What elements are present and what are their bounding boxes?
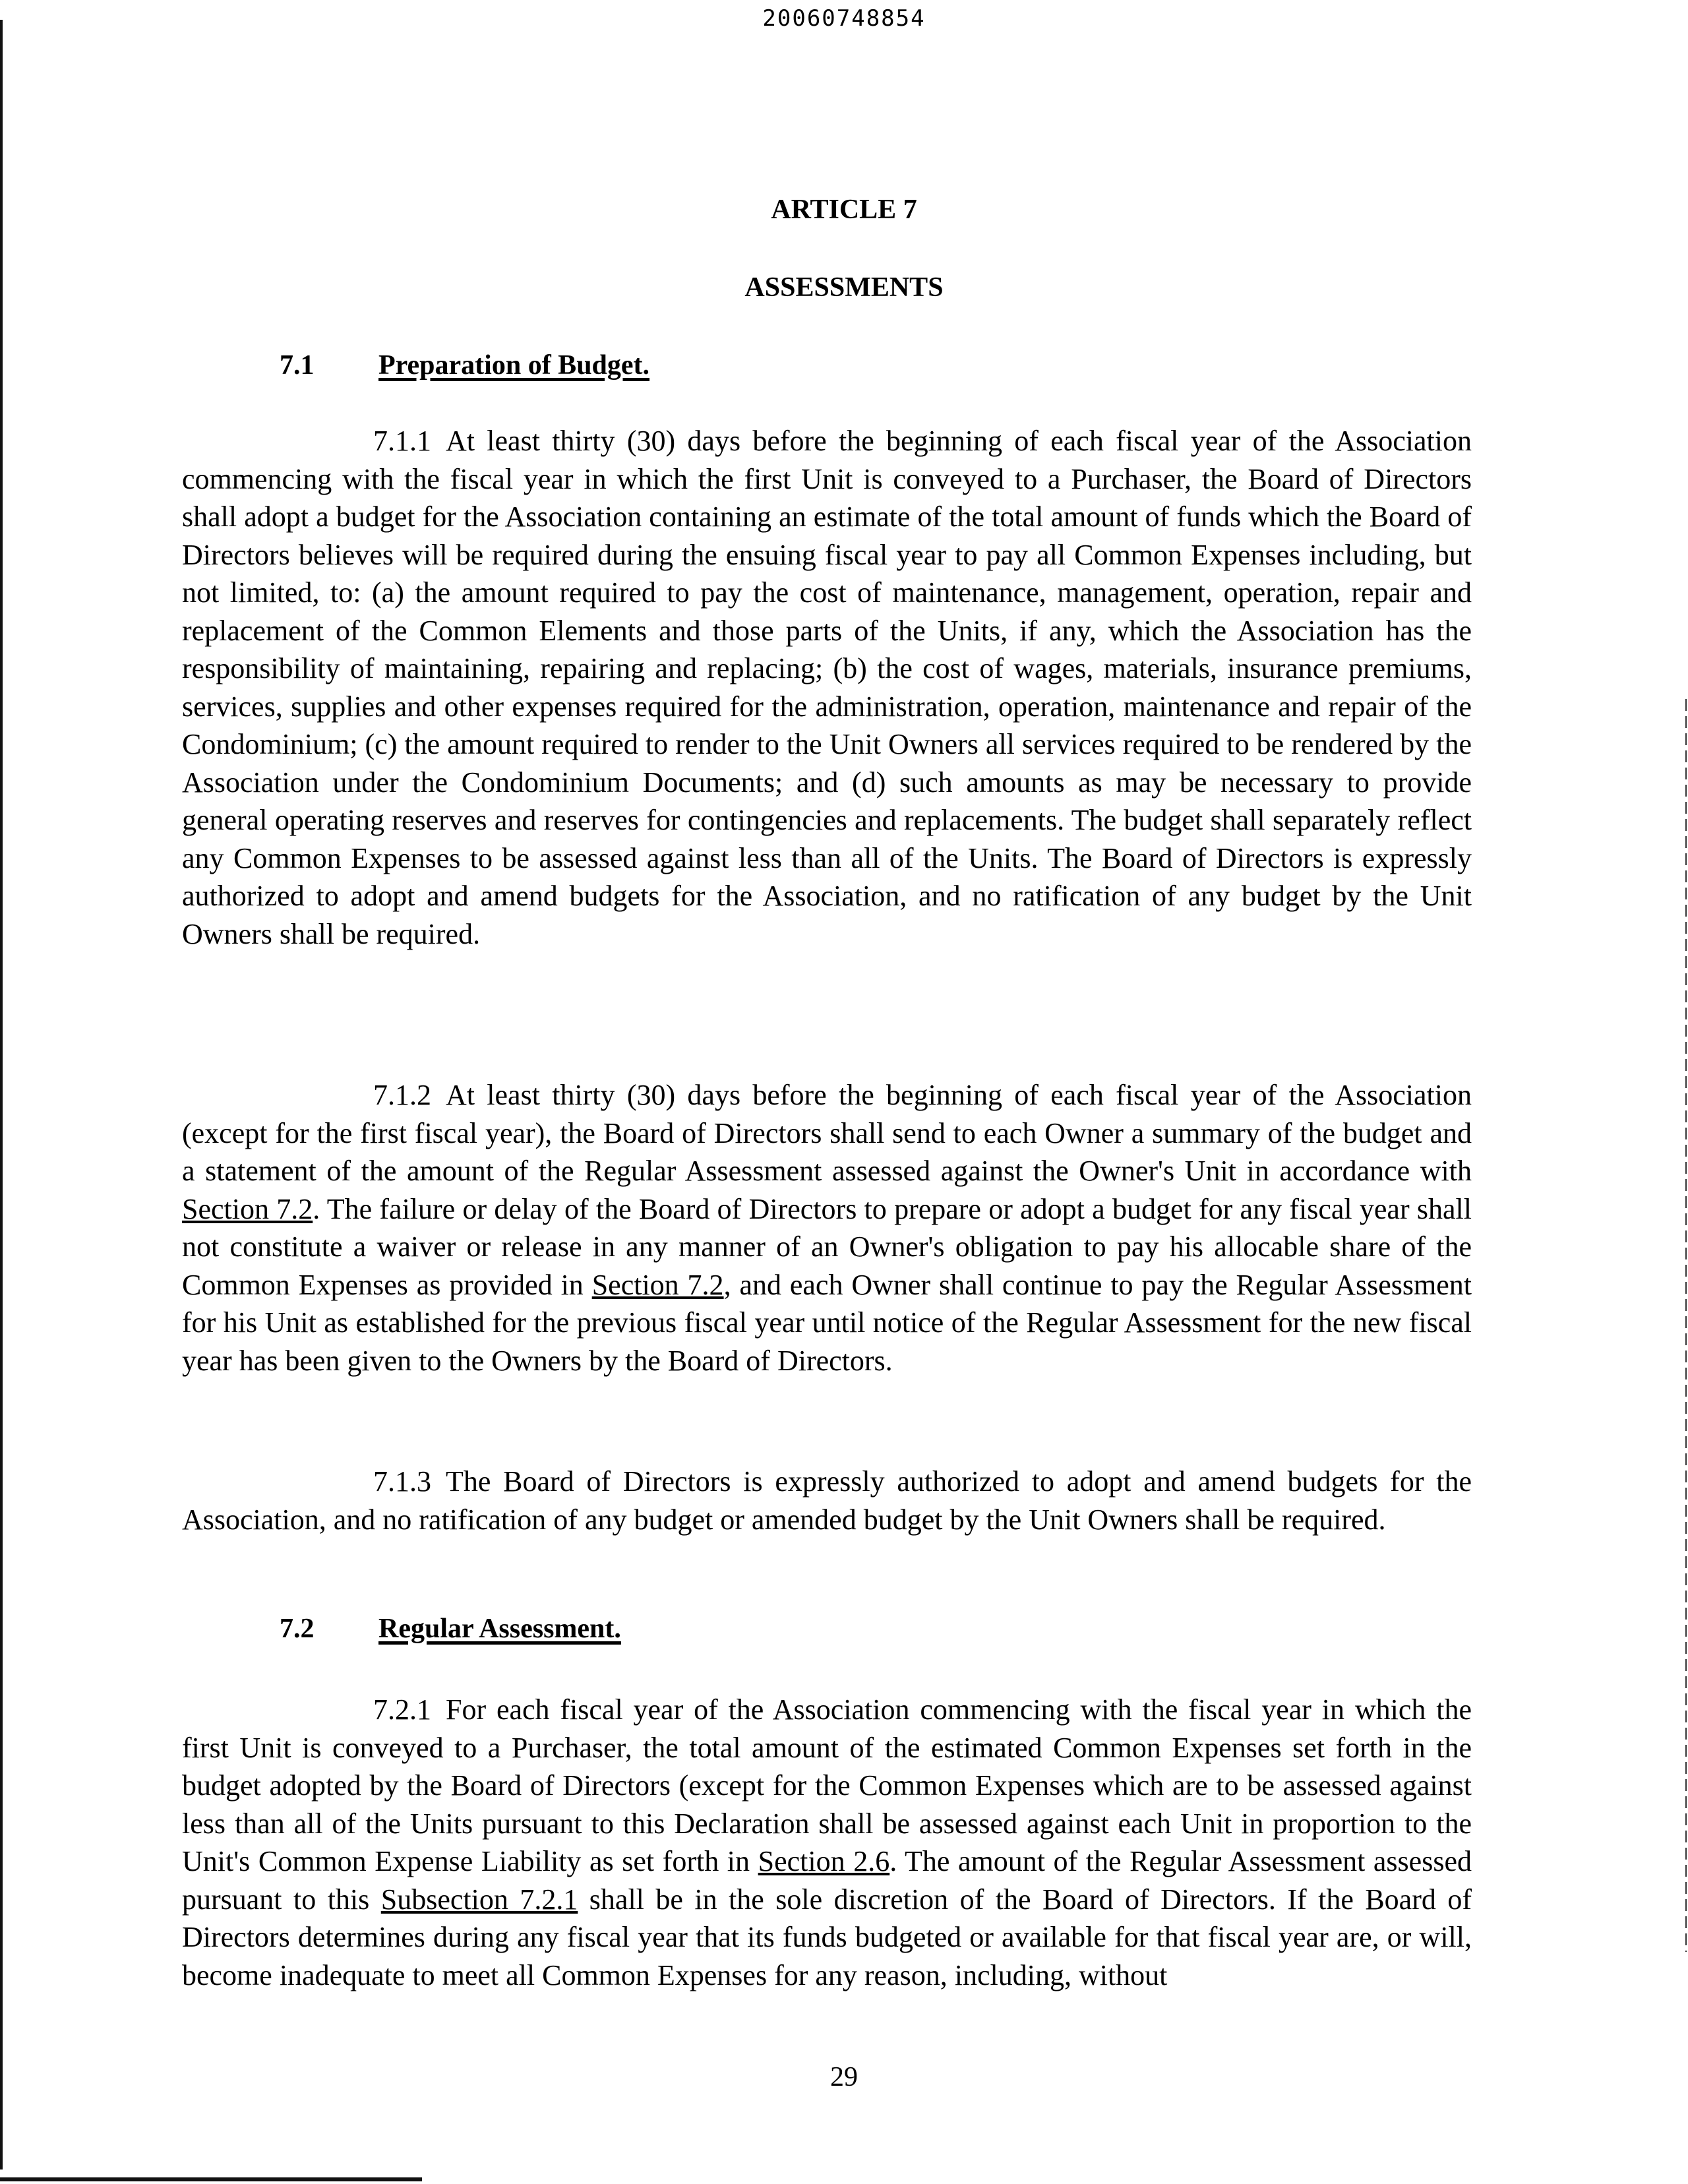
section-7-1-heading (280, 349, 649, 381)
subsection-7-1-2 (182, 1076, 1472, 1380)
section-title: Preparation of Budget. (378, 350, 650, 380)
section-number: 7.1 (280, 350, 315, 380)
subsection-number: 7.1.2 (373, 1079, 431, 1111)
scan-right-edge (1685, 699, 1687, 1952)
section-title: Regular Assessment. (378, 1614, 621, 1644)
subsection-number: 7.2.1 (373, 1693, 431, 1726)
article-title: ARTICLE 7 (771, 195, 917, 225)
section-7-2-link[interactable]: Section 7.2 (591, 1268, 724, 1301)
subsection-text: The Board of Directors is expressly authorized to adopt and amend budgets for the Association, and no ratification of any budget or amended budget by the Unit Owners shall be required. (182, 1465, 1472, 1536)
scan-bottom-rule (0, 2177, 422, 2181)
subsection-7-1-1 (182, 422, 1472, 953)
subsection-7-2-1 (182, 1691, 1472, 1994)
subsection-text: . The failure or delay of the Board of Directors to prepare or adopt a budget for any fiscal year shall not constitute a waiver or release in any manner of an Owner's obligation to pay his allocable share of the Common Expenses as provided in (182, 1192, 1472, 1301)
section-2-6-link[interactable]: Section 2.6 (758, 1845, 890, 1877)
subsection-text: shall be in the sole discretion of the Board of Directors. If the Board of Directors determines during any fiscal year that its funds budgeted or available for that fiscal year are, or will, become inadequate to meet all Common Expenses for any reason, including, without (182, 1883, 1472, 1991)
subsection-text: At least thirty (30) days before the beginning of each fiscal year of the Association commencing with the fiscal year in which the first Unit is conveyed to a Purchaser, the Board of Directors shall adopt a budget for the Association containing an estimate of the total amount of funds which the Board of Directors believes will be required during the ensuing fiscal year to pay all Common Expenses including, but not limited, to: (a) the amount required to pay the cost of maintenance, management, operation, repair and replacement of the Common Elements and those parts of the Units, if any, which the Association has the responsibility of maintaining, repairing and replacing; (b) the cost of wages, materials, insurance premiums, services, supplies and other expenses required for the administration, operation, maintenance and repair of the Condominium; (c) the amount required to render to the Unit Owners all services required to be rendered by the Association under the Condominium Documents; and (d) such amounts as may be necessary to provide general operating reserves and reserves for contingencies and replacements. The budget shall separately reflect any Common Expenses to be assessed against less than all of the Units. The Board of Directors is expressly authorized to adopt and amend budgets for the Association, and no ratification of any budget by the Unit Owners shall be required. (182, 425, 1472, 950)
section-7-2-heading (280, 1613, 621, 1645)
subsection-number: 7.1.1 (373, 425, 431, 457)
subsection-text: At least thirty (30) days before the beginning of each fiscal year of the Association (except for the first fiscal year), the Board of Directors shall send to each Owner a summary of the budget and a statement of the amount of the Regular Assessment assessed against the Owner's Unit in accordance with (182, 1079, 1472, 1187)
subsection-7-2-1-link[interactable]: Subsection 7.2.1 (380, 1883, 578, 1916)
document-id: 20060748854 (762, 5, 926, 32)
subsection-7-1-3 (182, 1463, 1472, 1538)
article-subtitle: ASSESSMENTS (744, 272, 944, 303)
subsection-number: 7.1.3 (373, 1465, 431, 1498)
subsection-text: . The amount of the Regular Assessment assessed pursuant to this (182, 1845, 1472, 1916)
section-7-2-link[interactable]: Section 7.2 (182, 1192, 313, 1225)
subsection-text: For each fiscal year of the Association commencing with the fiscal year in which the first Unit is conveyed to a Purchaser, the total amount of the estimated Common Expenses set forth in the budget adopted by the Board of Directors (except for the Common Expenses which are to be assessed against less than all of the Units pursuant to this Declaration shall be assessed against each Unit in proportion to the Unit's Common Expense Liability as set forth in (182, 1693, 1472, 1877)
subsection-text: , and each Owner shall continue to pay the Regular Assessment for his Unit as established for the previous fiscal year until notice of the Regular Assessment for the new fiscal year has been given to the Owners by the Board of Directors. (182, 1268, 1472, 1377)
scan-left-edge (0, 20, 3, 2169)
page-number: 29 (830, 2062, 858, 2092)
section-number: 7.2 (280, 1614, 315, 1644)
